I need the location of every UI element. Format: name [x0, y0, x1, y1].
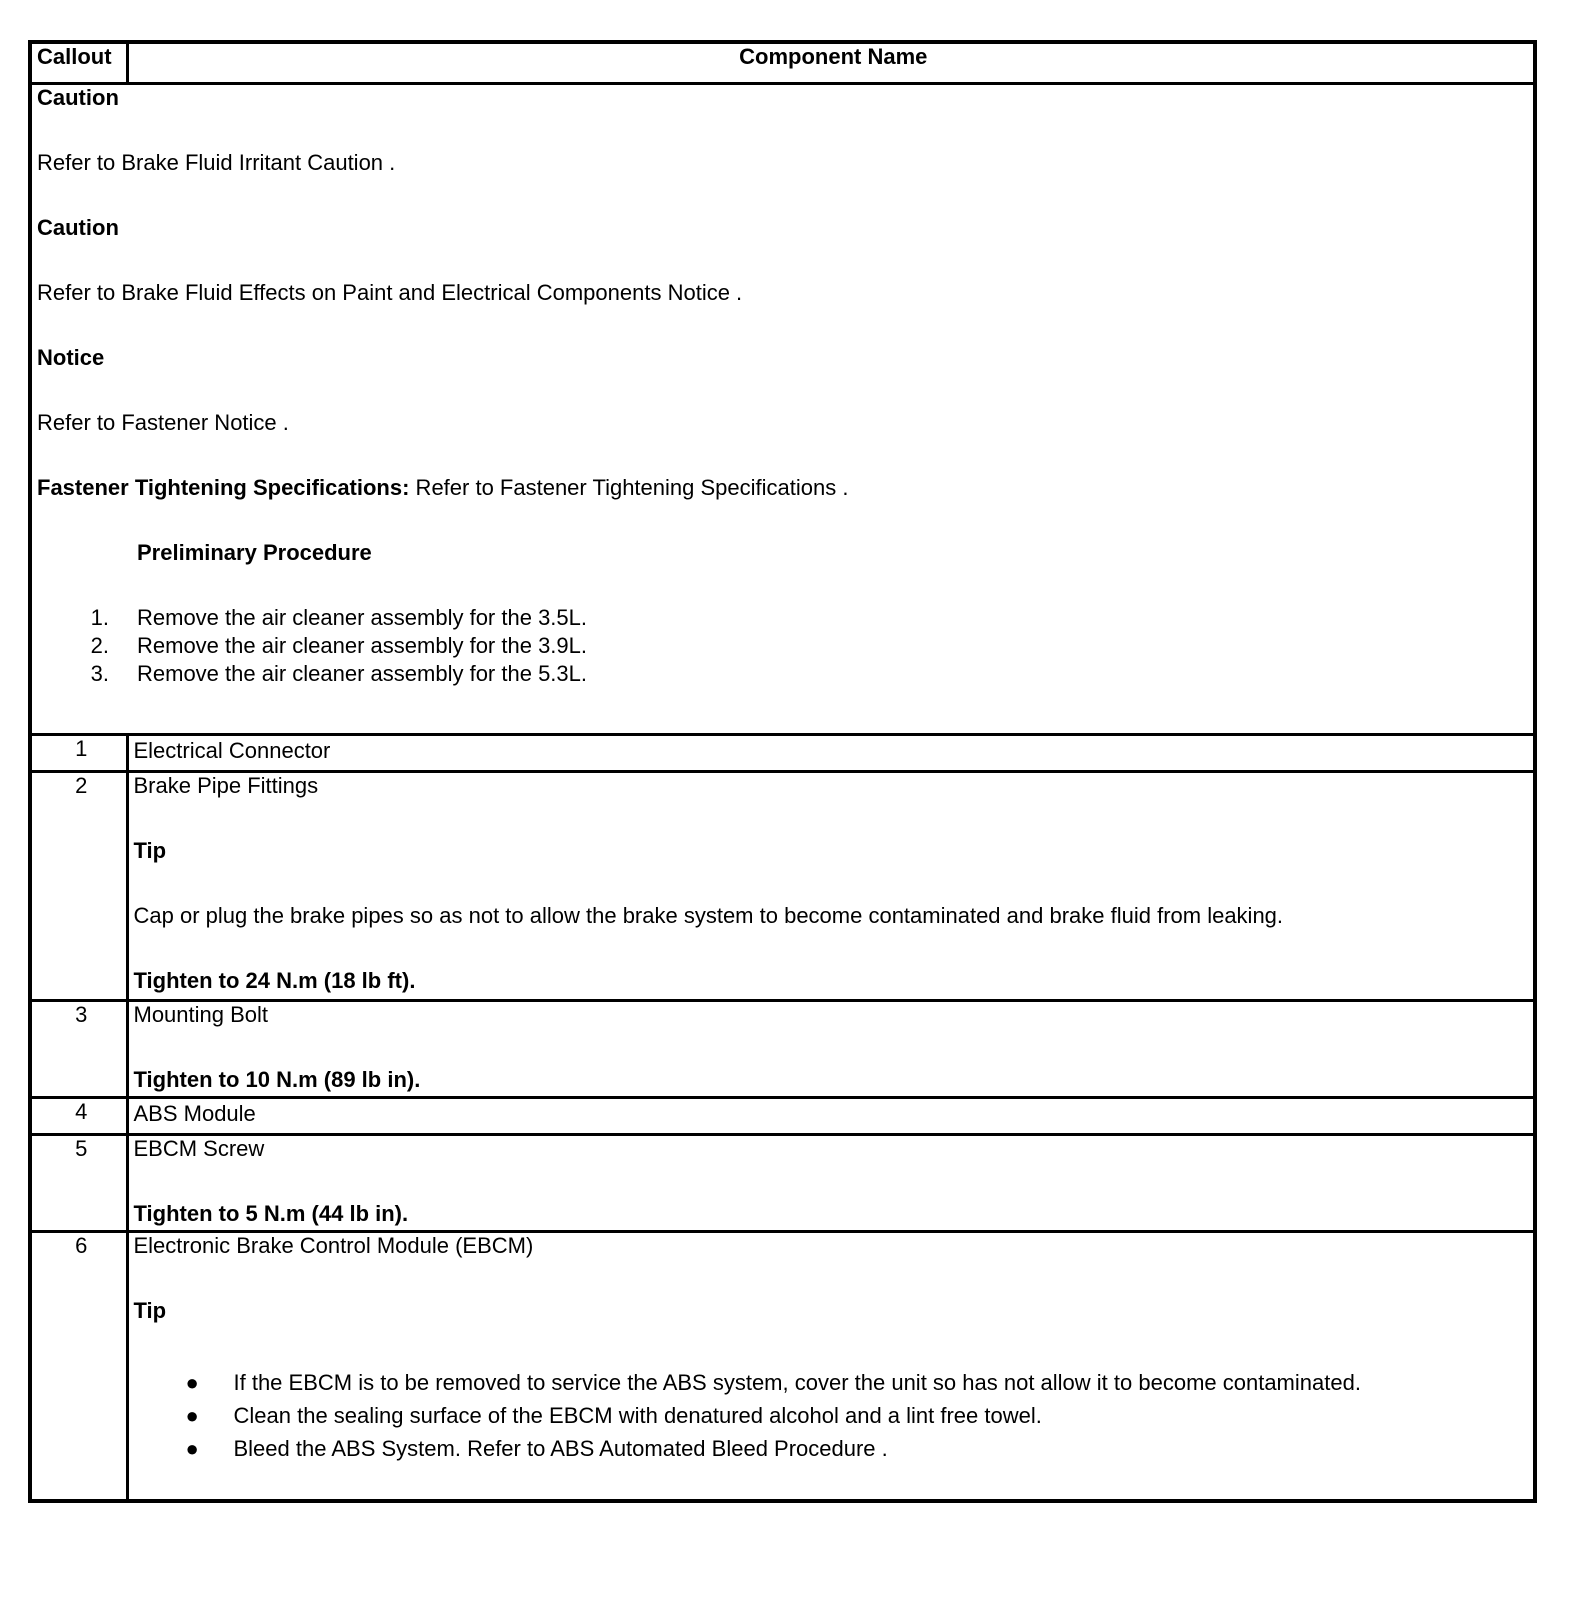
component-name: Electrical Connector — [127, 735, 1535, 772]
component-name: Mounting Bolt — [133, 1002, 269, 1027]
preliminary-steps — [37, 604, 1533, 688]
notice-text: Refer to Fastener Notice . — [37, 410, 289, 435]
table-row — [30, 735, 1535, 772]
tip-bullets — [134, 1366, 1534, 1465]
bullet-text: Clean the sealing surface of the EBCM with denatured alcohol and a lint free towel. — [233, 1403, 1042, 1428]
fastener-spec-label: Fastener Tightening Specifications: — [37, 475, 410, 500]
fastener-spec-text: Refer to Fastener Tightening Specifications . — [409, 475, 849, 500]
bullet-icon: ● — [185, 1370, 199, 1395]
table-row — [30, 1001, 1535, 1098]
component-cell — [127, 1135, 1535, 1232]
torque-spec: Tighten to 10 N.m (89 lb in). — [133, 1067, 421, 1092]
bullet-text: If the EBCM is to be removed to service the ABS system, cover the unit so has not allow it to become contaminated. — [233, 1370, 1361, 1395]
list-item — [134, 1366, 1534, 1399]
callout-number: 4 — [30, 1098, 127, 1135]
component-name: Electronic Brake Control Module (EBCM) — [133, 1233, 534, 1258]
table-header-row — [30, 42, 1535, 84]
caution-title: Caution — [37, 85, 119, 110]
callout-number: 5 — [30, 1135, 127, 1232]
tip-text: Cap or plug the brake pipes so as not to allow the brake system to become contaminated and brake fluid from leaking. — [133, 903, 1284, 928]
bullet-icon: ● — [185, 1403, 199, 1428]
component-cell — [127, 1001, 1535, 1098]
callout-number: 3 — [30, 1001, 127, 1098]
list-item — [134, 1399, 1534, 1432]
component-name: ABS Module — [127, 1098, 1535, 1135]
step-number: 1. — [90, 605, 109, 630]
tip-title: Tip — [133, 838, 167, 863]
table-row — [30, 772, 1535, 1001]
step-number: 2. — [90, 633, 109, 658]
tip-title: Tip — [133, 1298, 167, 1323]
fastener-spec-line — [37, 475, 1533, 501]
callout-number: 2 — [30, 772, 127, 1001]
table-row — [30, 1135, 1535, 1232]
component-name: EBCM Screw — [133, 1136, 265, 1161]
intro-cell — [30, 84, 1535, 735]
procedure-document — [28, 40, 1533, 1503]
step-number: 3. — [90, 661, 109, 686]
header-callout: Callout — [30, 42, 127, 84]
component-cell — [127, 1232, 1535, 1502]
step-text: Remove the air cleaner assembly for the 3.9L. — [137, 633, 588, 658]
callout-number: 6 — [30, 1232, 127, 1502]
component-cell — [127, 772, 1535, 1001]
table-row — [30, 1232, 1535, 1502]
bullet-text: Bleed the ABS System. Refer to ABS Automated Bleed Procedure . — [233, 1436, 888, 1461]
intro-row — [30, 84, 1535, 735]
list-item — [134, 1432, 1534, 1465]
list-item — [37, 604, 1533, 632]
torque-spec: Tighten to 5 N.m (44 lb in). — [133, 1201, 409, 1226]
caution-text: Refer to Brake Fluid Irritant Caution . — [37, 150, 396, 175]
component-name: Brake Pipe Fittings — [133, 773, 319, 798]
component-table — [28, 40, 1537, 1503]
callout-number: 1 — [30, 735, 127, 772]
list-item — [37, 632, 1533, 660]
table-row — [30, 1098, 1535, 1135]
notice-title: Notice — [37, 345, 105, 370]
caution-text: Refer to Brake Fluid Effects on Paint and Electrical Components Notice . — [37, 280, 743, 305]
torque-spec: Tighten to 24 N.m (18 lb ft). — [133, 968, 416, 993]
bullet-icon: ● — [185, 1436, 199, 1461]
preliminary-procedure-title: Preliminary Procedure — [137, 540, 372, 565]
step-text: Remove the air cleaner assembly for the 3.5L. — [137, 605, 588, 630]
list-item — [37, 660, 1533, 688]
header-component-name: Component Name — [127, 42, 1535, 84]
step-text: Remove the air cleaner assembly for the 5.3L. — [137, 661, 588, 686]
caution-title: Caution — [37, 215, 119, 240]
